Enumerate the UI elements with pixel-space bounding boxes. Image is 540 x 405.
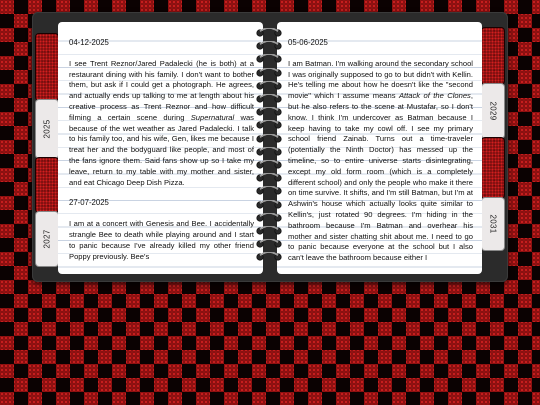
entry-text bbox=[69, 59, 254, 189]
entry-text-italic: Attack of the Clones bbox=[398, 91, 471, 101]
tab-left-blank-2[interactable] bbox=[36, 158, 58, 212]
tab-year-2027[interactable] bbox=[36, 212, 58, 266]
entry-text-part: I see Trent Reznor/Jared Padalecki (he is both) at a restaurant dining with his family. I don't want to bother them, but ask if I could get a photograph. He agrees, and actually ends up talking to me at length about his creative process as Trent Reznor and how difficult filming a certain scene during bbox=[69, 58, 254, 122]
entry-text-part: , but he also refers to the scene at Mustafar, so I don't know. I think I'm undercover as Batman because I keep having to take my cowl off. I see my primary school friend Zainab. Turns out a time-traveler (potentially the Ninth Doctor) has messed up the timeline, so to entire universe starts disintegrating, except my old form room (which is a completely different school) and only the people who make it there on time survive. It shifts, and I'm still Batman, but I'm at Ashwin's house which actually looks quite similar to Kellin's, just rotated 90 degrees. I'm hiding in the bathroom because I'm Batman and overhear his mother and sister chatting shit about me. I need to go to panic because everyone at the school but I also can't leave the bathroom because either I bbox=[288, 91, 473, 263]
binder-ring bbox=[254, 147, 284, 157]
entry-date: 04-12-2025 bbox=[69, 38, 109, 47]
binder-ring bbox=[254, 239, 284, 249]
left-page bbox=[58, 22, 263, 274]
tab-label: 2025 bbox=[42, 119, 52, 139]
binder-ring bbox=[254, 68, 284, 78]
entry-text: I am at a concert with Genesis and Bee. I accidentally strangle Bee to death while playing around and I start to panic because I've already killed my other friend Poppy previously. Bee's bbox=[69, 219, 254, 261]
binder-ring bbox=[254, 160, 284, 170]
right-page bbox=[277, 22, 482, 274]
binder-ring bbox=[254, 186, 284, 196]
binder-ring bbox=[254, 41, 284, 51]
entry-text bbox=[288, 59, 473, 264]
binder-ring bbox=[254, 107, 284, 117]
tab-label: 2029 bbox=[488, 101, 498, 121]
binder-ring bbox=[254, 200, 284, 210]
entry-text-part: I am Batman. I'm walking around the secondary school I was originally supposed to go to but didn't with Kellin. He's telling me about how he doesn't like the "second movie" which I assume means bbox=[288, 58, 473, 101]
binder-ring bbox=[254, 226, 284, 236]
tab-label: 2027 bbox=[42, 229, 52, 249]
entry-date: 27-07-2025 bbox=[69, 198, 109, 208]
tab-right-blank-1[interactable] bbox=[482, 28, 504, 84]
entry-text-italic: Supernatural bbox=[190, 112, 235, 122]
binder-ring bbox=[254, 134, 284, 144]
binder-ring bbox=[254, 81, 284, 91]
tab-year-2031[interactable] bbox=[482, 198, 504, 250]
binder-ring bbox=[254, 94, 284, 104]
tab-right-blank-2[interactable] bbox=[482, 138, 504, 198]
binder-ring bbox=[254, 54, 284, 64]
tab-left-blank-1[interactable] bbox=[36, 34, 58, 100]
tab-label: 2031 bbox=[488, 214, 498, 234]
entry-date: 05-06-2025 bbox=[288, 38, 328, 47]
tab-year-2025[interactable] bbox=[36, 100, 58, 158]
binder-ring bbox=[254, 120, 284, 130]
tab-year-2029[interactable] bbox=[482, 84, 504, 138]
entry-text-part: was because of the wet weather as Jared Padalecki. I talk to his family too, and his wife, Gen, likes me because I treat her and the bodyguard like people, and most of the fans ignore them. Said fans show up so I take my leave, return to my table with my mother and sister, and eat Chicago Deep Dish Pizza. bbox=[69, 112, 254, 187]
binder-ring bbox=[254, 213, 284, 223]
binder-ring bbox=[254, 28, 284, 38]
binder-ring bbox=[254, 252, 284, 262]
binder-ring bbox=[254, 173, 284, 183]
